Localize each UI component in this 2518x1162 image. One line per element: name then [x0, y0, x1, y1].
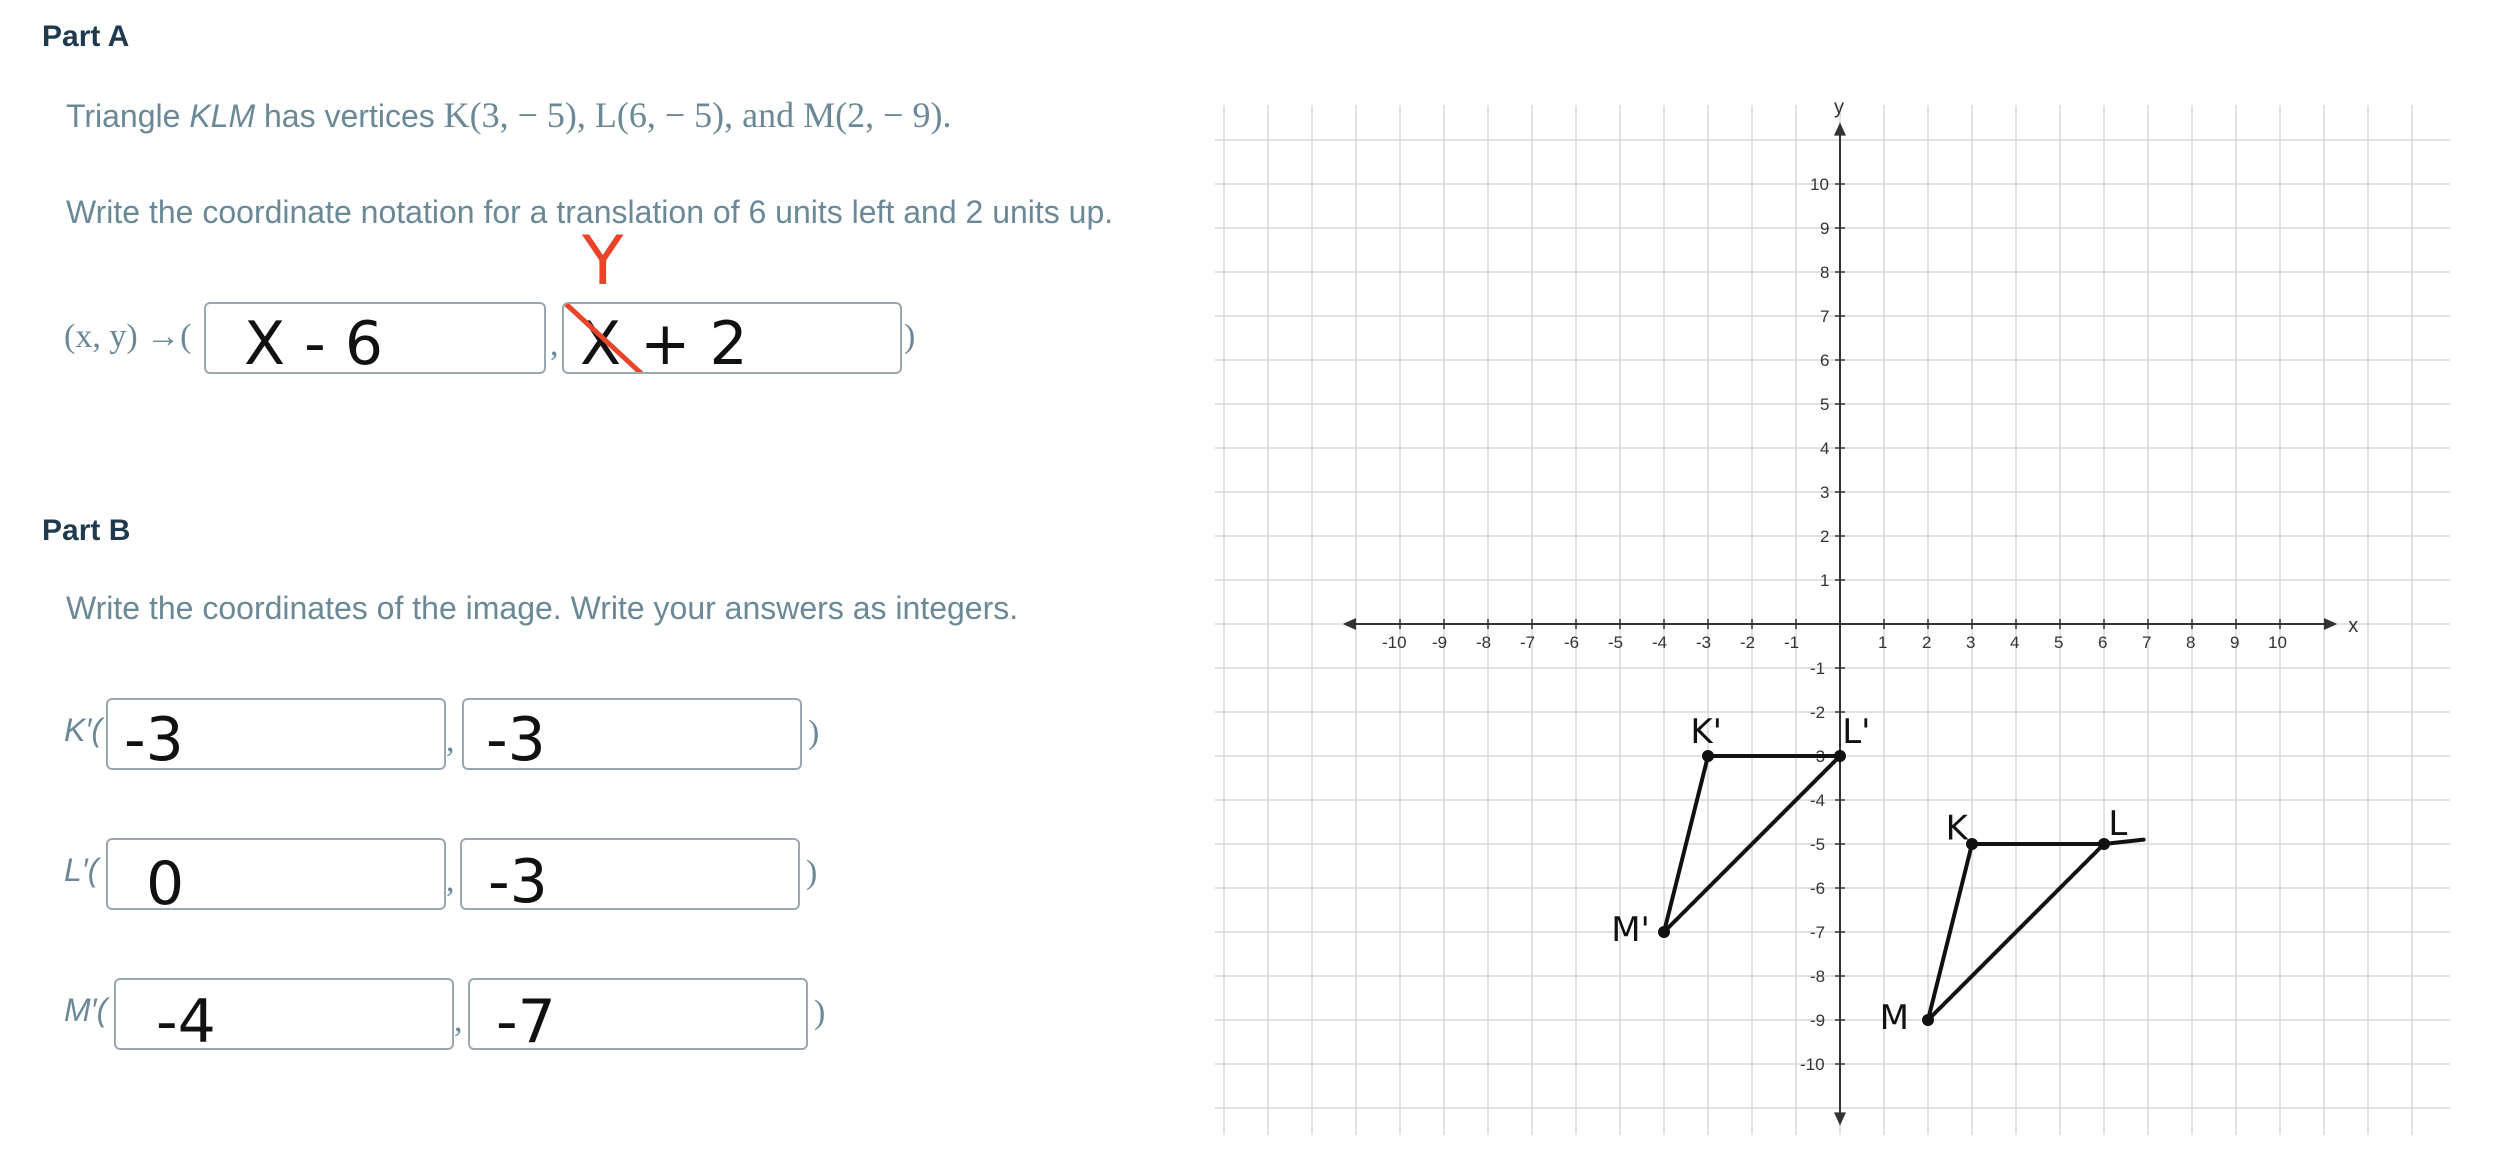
y-axis-arrow-down	[1834, 1112, 1846, 1125]
l-prime-x-input[interactable]	[106, 838, 446, 910]
y-tick-label: 1	[1820, 571, 1830, 590]
l-prime-label: L′(	[64, 852, 99, 888]
l-prime-y-handwriting	[462, 840, 800, 910]
part-b-title: Part B	[42, 514, 131, 547]
x-tick-label: 3	[1966, 633, 1976, 652]
x-tick-label: -8	[1476, 633, 1492, 652]
x-tick-label: -3	[1696, 633, 1712, 652]
x-axis-label: x	[2348, 615, 2359, 637]
original-triangle-vertex-m	[1922, 1014, 1934, 1026]
m-prime-y-input[interactable]	[468, 978, 808, 1050]
x-tick-label: -1	[1784, 633, 1800, 652]
x-tick-label: -6	[1564, 633, 1580, 652]
y-tick-label: 8	[1820, 263, 1830, 282]
translation-instruction: Write the coordinate notation for a translation of 6 units left and 2 units up.	[66, 194, 1114, 230]
x-tick-label: 1	[1878, 633, 1888, 652]
l-prime-x-text: 0	[146, 849, 185, 912]
x-tick-label: 6	[2098, 633, 2108, 652]
x-tick-label: -7	[1520, 633, 1536, 652]
label-m: M	[1879, 997, 1909, 1038]
x-tick-label: -10	[1382, 633, 1407, 652]
y-tick-label: -4	[1810, 791, 1826, 810]
m-prime-comma: ,	[454, 1002, 463, 1039]
label-l-prime: L'	[1842, 711, 1871, 752]
image-triangle-vertex-m	[1658, 926, 1670, 938]
x-tick-label: 4	[2010, 633, 2020, 652]
x-tick-label: 8	[2186, 633, 2196, 652]
x-tick-label: -5	[1608, 633, 1624, 652]
y-tick-label: -7	[1810, 923, 1826, 942]
y-tick-label: -6	[1810, 879, 1826, 898]
m-prime-x-text: -4	[156, 987, 216, 1052]
y-tick-label: -5	[1810, 835, 1826, 854]
m-prime-x-handwriting	[116, 980, 454, 1050]
l-prime-close-paren: )	[806, 854, 818, 891]
y-tick-label: 4	[1820, 439, 1830, 458]
x-tick-label: 5	[2054, 633, 2064, 652]
y-tick-label: 5	[1820, 395, 1830, 414]
answer-y-input[interactable]	[562, 302, 902, 374]
part-a-title: Part A	[42, 20, 130, 53]
y-tick-label: -2	[1810, 703, 1826, 722]
k-prime-y-input[interactable]	[462, 698, 802, 770]
k-prime-label: K′(	[64, 712, 102, 748]
l-prime-comma: ,	[446, 862, 455, 899]
notation-close-paren: )	[904, 318, 916, 355]
y-tick-label: -8	[1810, 967, 1826, 986]
answer-y-handwriting	[564, 304, 902, 374]
k-prime-x-input[interactable]	[106, 698, 446, 770]
coordinate-grid[interactable]	[1210, 100, 2460, 1140]
l-prime-y-text: -3	[488, 847, 548, 912]
notation-prefix: (x, y) →(	[64, 318, 192, 355]
x-tick-label: -9	[1432, 633, 1448, 652]
k-prime-x-text: -3	[124, 705, 184, 772]
triangle-description	[66, 94, 951, 136]
m-prime-close-paren: )	[814, 994, 826, 1031]
vertices-text: K(3, − 5), L(6, − 5), and M(2, − 9).	[443, 95, 952, 135]
y-axis-arrow-up	[1834, 122, 1846, 135]
m-prime-y-text: -7	[496, 987, 556, 1052]
x-tick-label: 7	[2142, 633, 2152, 652]
y-tick-label: 2	[1820, 527, 1830, 546]
k-prime-x-handwriting	[108, 700, 446, 770]
k-prime-y-handwriting	[464, 700, 802, 770]
x-axis-arrow-right	[2324, 618, 2337, 630]
x-tick-label: 10	[2268, 633, 2287, 652]
label-l: L	[2108, 804, 2128, 845]
y-tick-label: 7	[1820, 307, 1830, 326]
y-tick-label: 3	[1820, 483, 1830, 502]
correction-y-mark: Y	[582, 222, 624, 301]
k-prime-close-paren: )	[808, 714, 820, 751]
x-tick-label: -4	[1652, 633, 1668, 652]
answer-x-handwriting	[206, 304, 546, 374]
y-tick-label: 9	[1820, 219, 1830, 238]
notation-comma: ,	[550, 326, 559, 363]
triangle-name: KLM	[189, 98, 256, 134]
k-prime-y-text: -3	[486, 705, 546, 772]
k-prime-comma: ,	[446, 722, 455, 759]
x-axis-arrow-left	[1343, 618, 1356, 630]
prompt-prefix: Triangle	[66, 98, 181, 134]
y-tick-label: -1	[1810, 659, 1826, 678]
answer-x-text: X - 6	[244, 309, 384, 376]
label-k-prime: K'	[1690, 711, 1723, 752]
x-tick-label: 2	[1922, 633, 1932, 652]
x-tick-label: 9	[2230, 633, 2240, 652]
m-prime-y-handwriting	[470, 980, 808, 1050]
y-tick-label: -3	[1810, 747, 1826, 766]
y-axis-label: y	[1834, 100, 1844, 119]
answer-x-input[interactable]	[204, 302, 546, 374]
m-prime-label: M′(	[64, 992, 108, 1028]
y-tick-label: -9	[1810, 1011, 1826, 1030]
l-prime-x-handwriting	[108, 840, 446, 910]
image-instruction: Write the coordinates of the image. Write your answers as integers.	[66, 590, 1019, 626]
l-prime-y-input[interactable]	[460, 838, 800, 910]
y-tick-label: 6	[1820, 351, 1830, 370]
y-tick-label: -10	[1800, 1055, 1825, 1074]
x-tick-label: -2	[1740, 633, 1756, 652]
answer-y-text: X + 2	[580, 309, 748, 376]
m-prime-x-input[interactable]	[114, 978, 454, 1050]
label-m-prime: M'	[1611, 909, 1650, 950]
prompt-mid: has vertices	[264, 98, 435, 134]
label-k: K	[1945, 808, 1968, 849]
y-tick-label: 10	[1810, 175, 1829, 194]
